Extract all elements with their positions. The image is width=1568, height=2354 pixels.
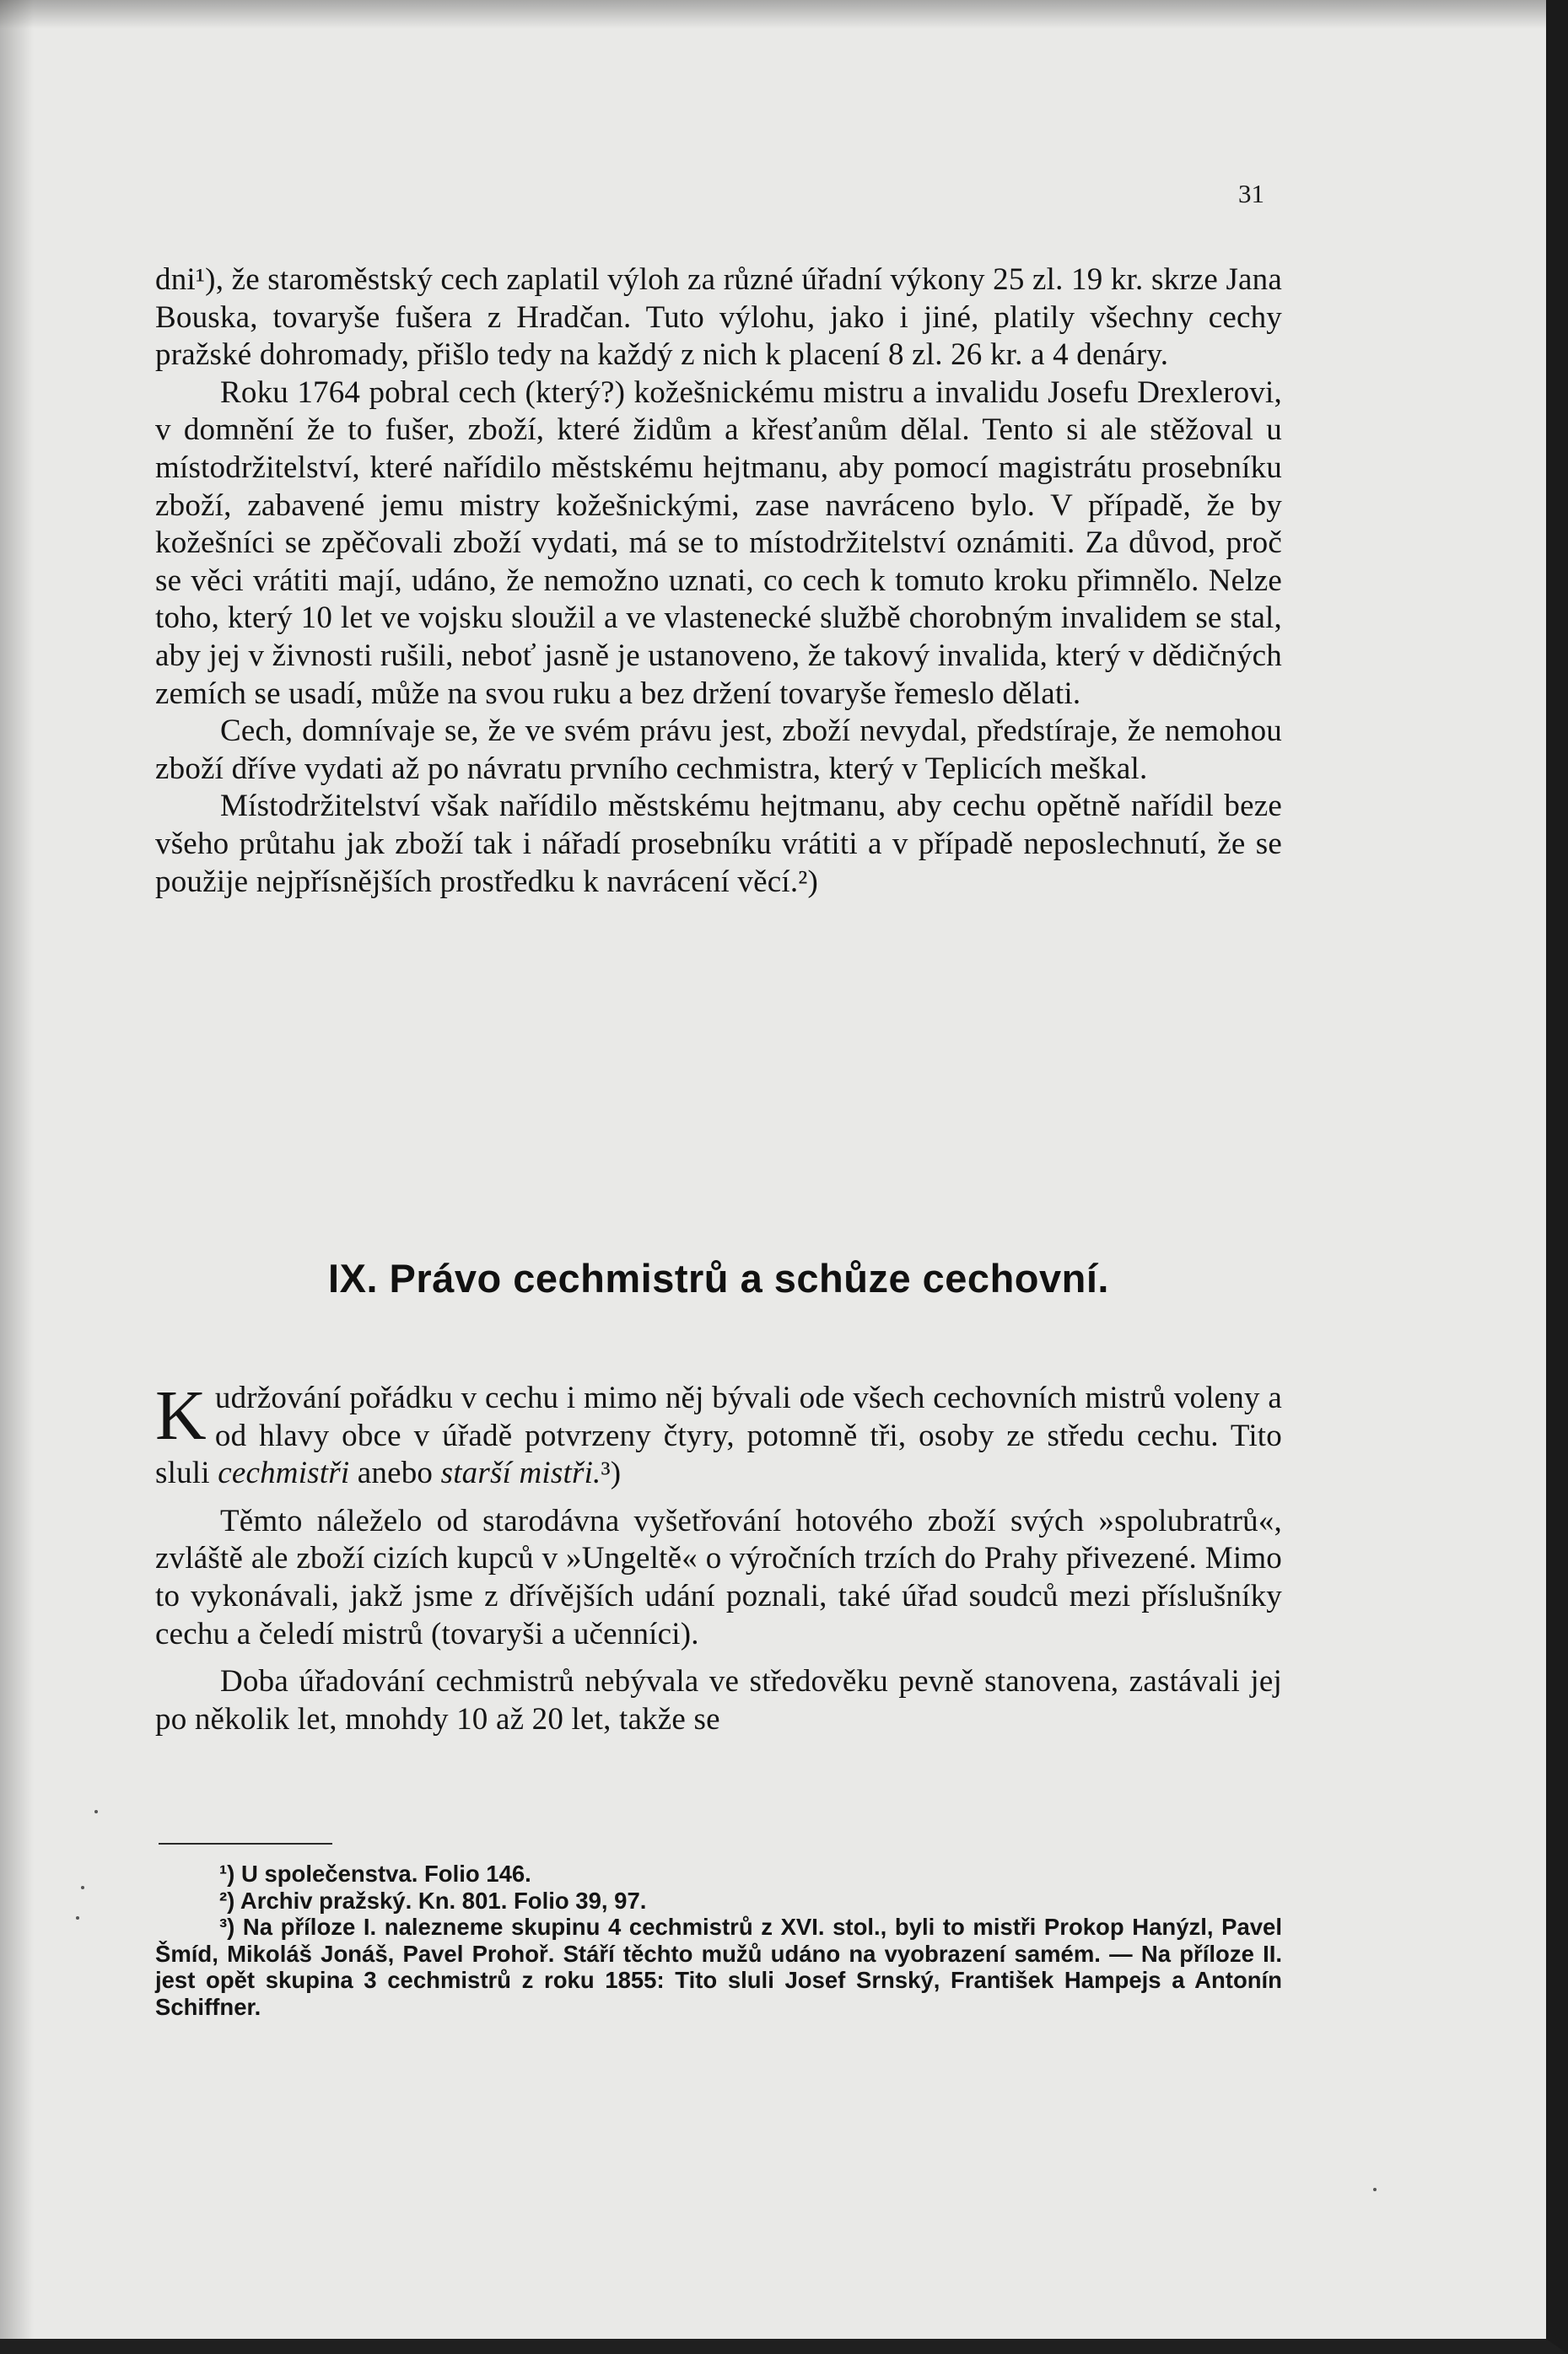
term-starsi-mistri: starší mistři.	[440, 1456, 601, 1491]
footnote-divider	[159, 1843, 332, 1845]
section-heading: IX. Právo cechmistrů a schůze cechovní.	[328, 1256, 1109, 1301]
paragraph-1: dni¹), že staroměstský cech zaplatil výloh za různé úřadní výkony 25 zl. 19 kr. skrze Jana Bouska, tovaryše fušera z Hradčan. Tuto výlohu, jako i jiné, platily všechny cechy pražské dohromady, přišlo tedy na každý z nich k placení 8 zl. 26 kr. a 4 denáry.	[155, 262, 1282, 373]
section-paragraph-3: Doba úřadování cechmistrů nebývala ve středověku pevně stanovena, zastávali jej po několik let, mnohdy 10 až 20 let, takže se	[155, 1664, 1282, 1737]
page-number: 31	[1238, 179, 1264, 208]
paragraph-4: Místodržitelství však nařídilo městskému hejtmanu, aby cechu opětně nařídil beze všeho průtahu jak zboží tak i nářadí prosebníku vrátiti a v případě neposlechnutí, že se použije nejpřísnějších prostředku k navrácení věcí.²)	[155, 789, 1282, 899]
drop-cap: K	[155, 1376, 207, 1455]
section-paragraph-1-mid: anebo	[357, 1456, 434, 1491]
footnote-1: ¹) U společenstva. Folio 146.	[219, 1861, 531, 1887]
footnote-ref-3: ³)	[601, 1456, 622, 1491]
paper-speck	[76, 1916, 79, 1920]
paper-speck	[1373, 2188, 1377, 2191]
footnote-2: ²) Archiv pražský. Kn. 801. Folio 39, 97.	[219, 1887, 647, 1914]
page-shadow-left	[0, 0, 34, 2339]
paper-speck	[81, 1886, 84, 1889]
footnotes	[155, 1861, 1282, 2020]
paragraph-2: Roku 1764 pobral cech (který?) kožešnickému mistru a invalidu Josefu Drexlerovi, v domnění že to fušer, zboží, které židům a křesťanům dělal. Tento si ale stěžoval u místodržitelství, které nařídilo městskému hejtmanu, aby pomocí magistrátu prosebníku zboží, zabavené jemu mistry kožešnickými, zase navráceno bylo. V případě, že by kožešníci se zpěčovali zboží vydati, má se to místodržitelství oznámiti. Za důvod, proč se věci vrátiti mají, udáno, že nemožno uznati, co cech k tomuto kroku přimnělo. Nelze toho, který 10 let ve vojsku sloužil a ve vlastenecké službě chorobným invalidem se stal, aby jej v živnosti rušili, neboť jasně je ustanoveno, že takový invalida, který v dědičných zemích se usadí, může na svou ruku a bez držení tovaryše řemeslo dělati.	[155, 374, 1282, 711]
body-text	[155, 261, 1282, 901]
section-paragraph-1	[155, 1376, 1282, 1493]
term-cechmistri: cechmistři	[218, 1456, 350, 1491]
section-paragraph-1-text: udržování pořádku v cechu i mimo něj bývali ode všech cechovních mistrů voleny a od hlavy obce v úřadě potvrzeny čtyry, potomně tři, osoby ze středu cechu. Tito sluli	[155, 1381, 1282, 1491]
footnote-3: ³) Na příloze I. nalezneme skupinu 4 cechmistrů z XVI. stol., byli to mistři Prokop Hanýzl, Pavel Šmíd, Mikoláš Jonáš, Pavel Prohoř. Stáří těchto mužů udáno na vyobrazení samém. — Na příloze II. jest opět skupina 3 cechmistrů z roku 1855: Tito sluli Josef Srnský, František Hampejs a Antonín Schiffner.	[155, 1914, 1282, 2020]
section-paragraph-2: Těmto náleželo od starodávna vyšetřování hotového zboží svých »spolubratrů«, zvláště ale zboží cizích kupců v »Ungeltě« o výročních trzích do Prahy přivezené. Mimo to vykonávali, jakž jsme z dřívějších udání poznali, také úřad soudců mezi příslušníky cechu a čeledí mistrů (tovaryši a učenníci).	[155, 1503, 1282, 1651]
section-text	[155, 1376, 1282, 1738]
page-shadow-top	[0, 0, 1546, 29]
paragraph-3: Cech, domnívaje se, že ve svém právu jest, zboží nevydal, předstíraje, že nemohou zboží dříve vydati až po návratu prvního cechmistra, který v Teplicích meškal.	[155, 714, 1282, 786]
paper-speck	[94, 1810, 98, 1813]
